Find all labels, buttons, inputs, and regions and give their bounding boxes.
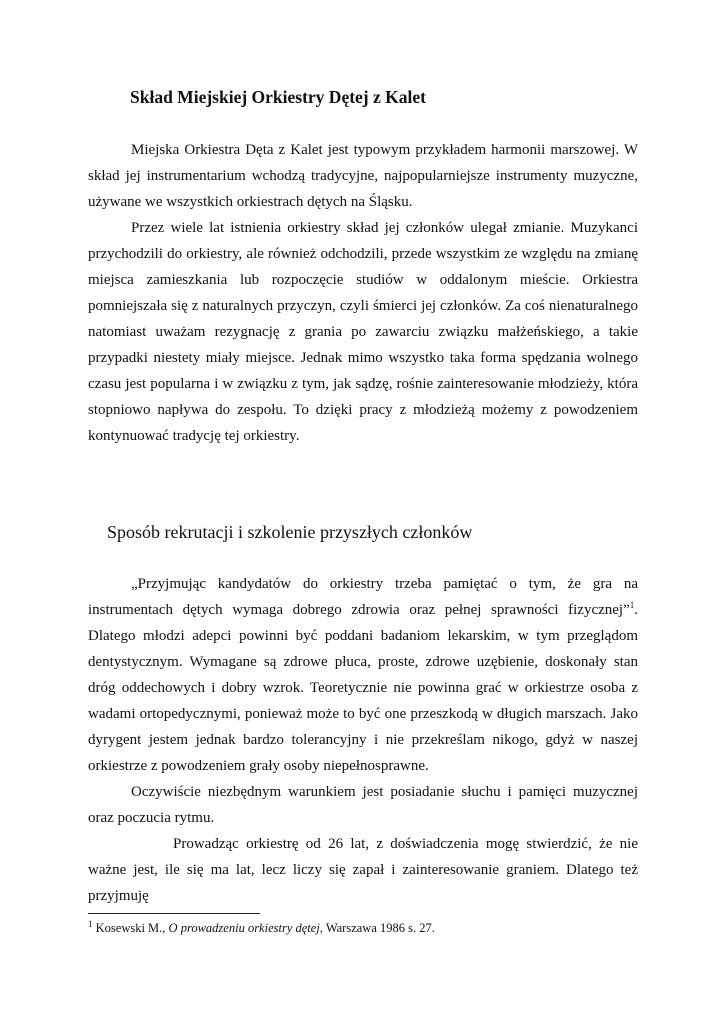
footnote-publication: , Warszawa 1986 s. 27. xyxy=(319,921,435,935)
intro-section xyxy=(88,137,638,449)
footnote-mark: 1 xyxy=(88,918,93,929)
footnote-author: Kosewski M., xyxy=(92,921,169,935)
recruitment-section xyxy=(88,571,638,909)
paragraph xyxy=(88,571,638,779)
paragraph: Prowadząc orkiestrę od 26 lat, z doświadczenia mogę stwierdzić, że nie ważne jest, ile się ma lat, lecz liczy się zapał i zainteresowanie graniem. Dlatego też przyjmuję xyxy=(88,836,638,904)
section-heading: Sposób rekrutacji i szkolenie przyszłych członków xyxy=(107,522,473,542)
paragraph: Oczywiście niezbędnym warunkiem jest posiadanie słuchu i pamięci muzycznej oraz poczucia rytmu. xyxy=(88,784,638,826)
footnote-reference: 1 xyxy=(629,600,635,610)
paragraph: Przez wiele lat istnienia orkiestry skład jej członków ulegał zmianie. Muzykanci przychodzili do orkiestry, ale również odchodzili, przede wszystkim ze względu na zmianę miejsca zamieszkania lub rozpoczęcie studiów w oddalonym mieście. Orkiestra pomniejszała się z naturalnych przyczyn, czyli śmierci jej członków. Za coś nienaturalnego natomiast uważam rezygnację z grania po zawarciu związku małżeńskiego, a takie przypadki niestety miały miejsce. Jednak mimo wszystko taka forma spędzania wolnego czasu jest popularna i w związku z tym, jak sądzę, rośnie zainteresowanie młodzieży, która stopniowo napływa do zespołu. To dzięki pracy z młodzieżą możemy z powodzeniem kontynuować tradycję tej orkiestry. xyxy=(88,220,638,444)
document-title: Skład Miejskiej Orkiestry Dętej z Kalet xyxy=(130,87,426,107)
footnote xyxy=(88,920,435,936)
footnote-divider xyxy=(88,913,260,914)
quote-text: „Przyjmując kandydatów do orkiestry trzeba pamiętać o tym, że gra na instrumentach dętych wymaga dobrego zdrowia oraz pełnej sprawności fizycznej” xyxy=(88,576,638,618)
paragraph: Miejska Orkiestra Dęta z Kalet jest typowym przykładem harmonii marszowej. W skład jej instrumentarium wchodzą tradycyjne, najpopularniejsze instrumenty muzyczne, używane we wszystkich orkiestrach dętych na Śląsku. xyxy=(88,142,638,210)
paragraph-text: . Dlatego młodzi adepci powinni być poddani badaniom lekarskim, w tym przeglądom dentystycznym. Wymagane są zdrowe płuca, proste, zdrowe uzębienie, doskonały stan dróg oddechowych i dobry wzrok. Teoretycznie nie powinna grać w orkiestrze osoba z wadami ortopedycznymi, ponieważ może to być one przeszkodą w długich marszach. Jako dyrygent jestem jednak bardzo tolerancyjny i nie przekreślam nikogo, gdyż w naszej orkiestrze z powodzeniem grały osoby niepełnosprawne. xyxy=(88,602,638,774)
footnote-work-title: O prowadzeniu orkiestry dętej xyxy=(168,921,320,935)
